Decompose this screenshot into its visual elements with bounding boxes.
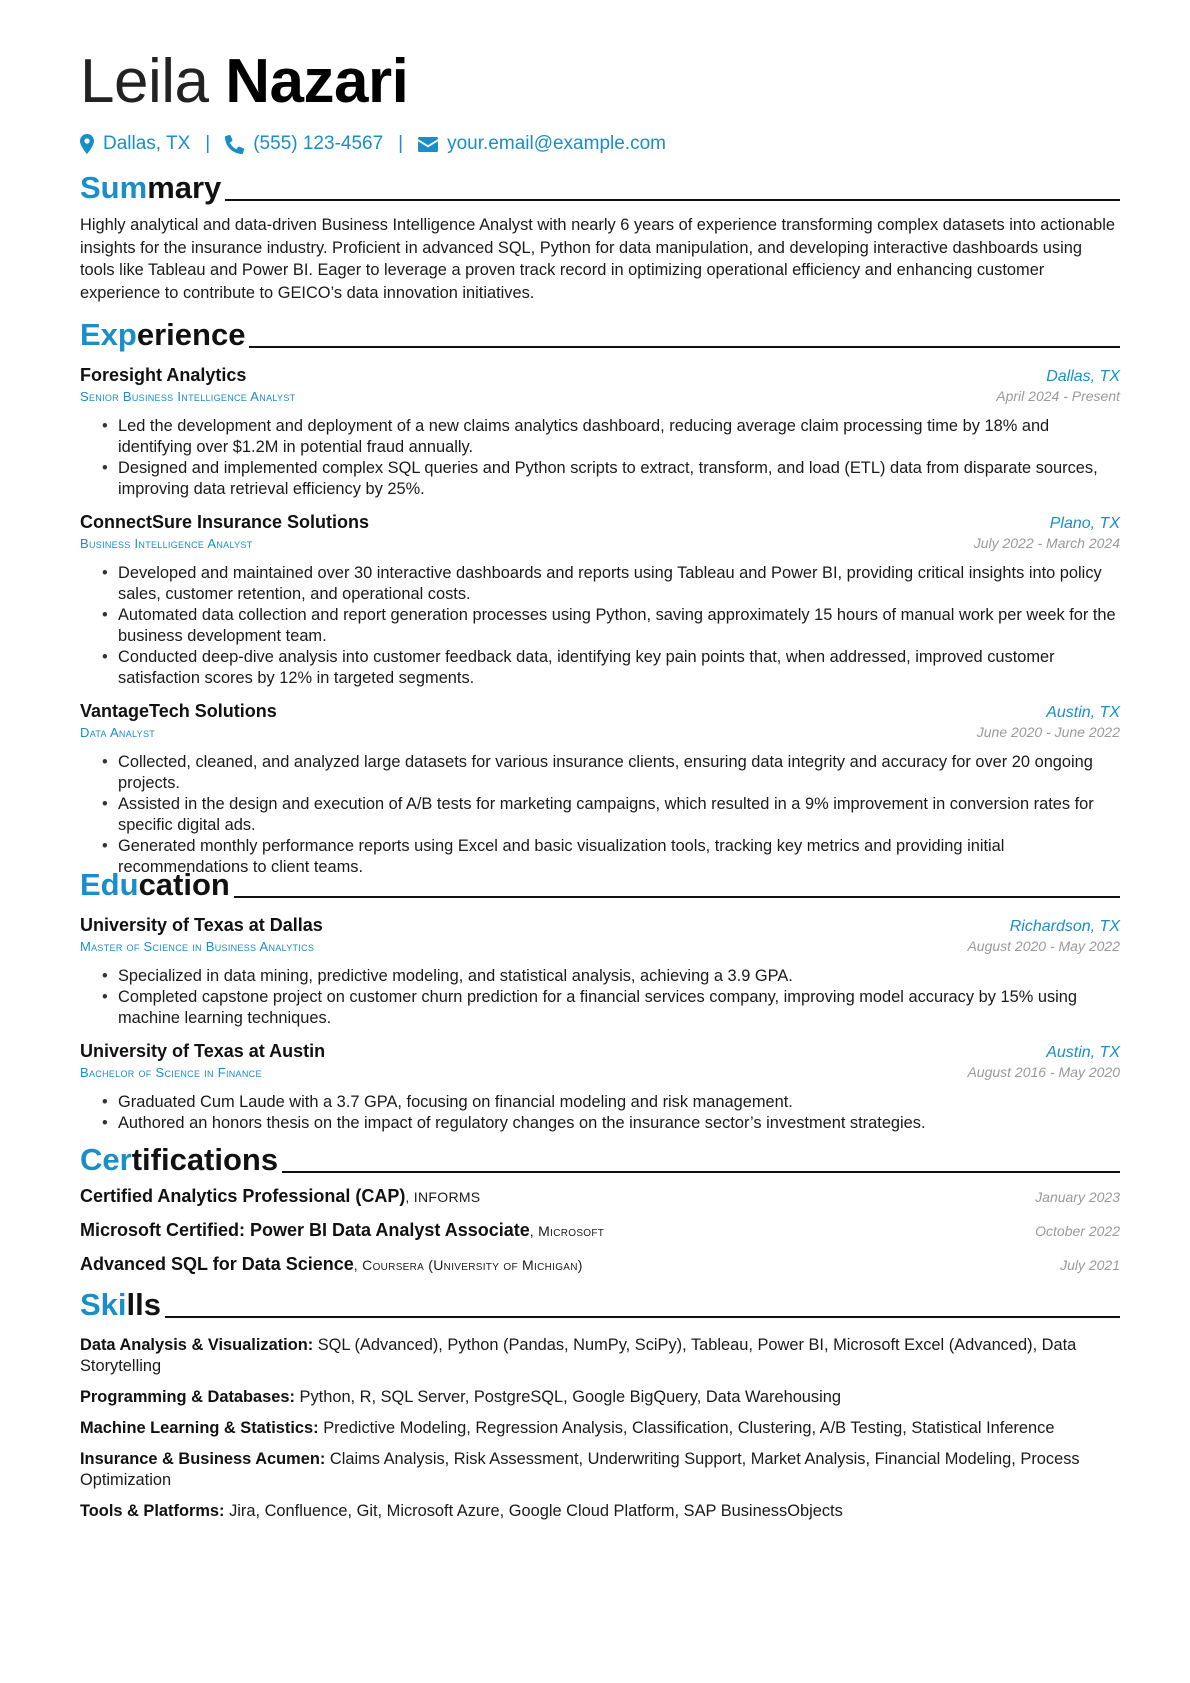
- experience-heading: [80, 317, 1120, 353]
- heading-accent: Ski: [80, 1287, 127, 1322]
- certification-item: Certified Analytics Professional (CAP), INFORMS January 2023: [80, 1186, 1120, 1206]
- experience-section: [80, 317, 1120, 878]
- bullet-item: • Designed and implemented complex SQL queries and Python scripts to extract, transform, and load (ETL) data from disparate sources, improving data retrieval efficiency by 25%.: [102, 458, 1120, 500]
- contact-email[interactable]: [418, 133, 666, 155]
- skill-value: Predictive Modeling, Regression Analysis, Classification, Clustering, A/B Testing, Statistical Inference: [323, 1419, 1055, 1437]
- org-location: Dallas, TX: [1046, 368, 1120, 385]
- skill-label: Machine Learning & Statistics:: [80, 1419, 319, 1437]
- experience-entry: [80, 365, 1120, 500]
- school-name: University of Texas at Austin: [80, 1041, 326, 1061]
- bullet-list: [102, 752, 1120, 878]
- heading-accent: Cer: [80, 1142, 132, 1177]
- heading-rule: [234, 896, 1120, 898]
- contact-line: [80, 133, 666, 155]
- location-text: Dallas, TX: [103, 133, 191, 154]
- bullet-item: • Completed capstone project on customer churn prediction for a financial services company, improving model accuracy by 15% using machine learning techniques.: [102, 987, 1120, 1029]
- degree-title: Bachelor of Science in Finance: [80, 1065, 262, 1080]
- role-title: Senior Business Intelligence Analyst: [80, 389, 296, 404]
- bullet-list: [102, 966, 1120, 1029]
- cert-date: July 2021: [1060, 1257, 1120, 1273]
- school-name: University of Texas at Dallas: [80, 915, 323, 935]
- phone-icon: [225, 135, 244, 154]
- heading-rule: [249, 346, 1120, 348]
- cert-name: Advanced SQL for Data Science: [80, 1254, 354, 1274]
- contact-separator: |: [398, 133, 404, 154]
- cert-date: January 2023: [1035, 1189, 1120, 1205]
- contact-phone[interactable]: [225, 133, 383, 155]
- education-entry: [80, 1041, 1120, 1134]
- first-name: Leila: [80, 47, 209, 116]
- school-location: Austin, TX: [1046, 1044, 1120, 1061]
- cert-issuer: Microsoft: [538, 1223, 605, 1239]
- education-entry: [80, 915, 1120, 1029]
- heading-rest: cation: [138, 867, 230, 902]
- heading-accent: Edu: [80, 867, 139, 902]
- skill-label: Programming & Databases:: [80, 1388, 295, 1406]
- skill-value: Python, R, SQL Server, PostgreSQL, Google BigQuery, Data Warehousing: [299, 1388, 841, 1406]
- skill-line: [80, 1387, 1120, 1408]
- skill-value: SQL (Advanced), Python (Pandas, NumPy, SciPy), Tableau, Power BI, Microsoft Excel (Advanced), Data Storytelling: [80, 1336, 1077, 1375]
- bullet-item: • Led the development and deployment of a new claims analytics dashboard, reducing average claim processing time by 18% and identifying over $1.2M in potential fraud annually.: [102, 416, 1120, 458]
- cert-name: Microsoft Certified: Power BI Data Analyst Associate: [80, 1220, 530, 1240]
- experience-entry: [80, 512, 1120, 689]
- bullet-item: • Collected, cleaned, and analyzed large datasets for various insurance clients, ensuring data integrity and accuracy for over 20 ongoing projects.: [102, 752, 1120, 794]
- heading-rest: mary: [147, 170, 222, 205]
- skill-line: [80, 1335, 1120, 1377]
- org-location: Austin, TX: [1046, 704, 1120, 721]
- date-range: April 2024 - Present: [996, 388, 1120, 404]
- bullet-list: [102, 563, 1120, 689]
- cert-issuer: Coursera (University of Michigan): [362, 1257, 583, 1273]
- date-range: August 2020 - May 2022: [967, 938, 1120, 954]
- certification-item: Microsoft Certified: Power BI Data Analyst Associate, Microsoft October 2022: [80, 1220, 1120, 1240]
- map-pin-icon: [80, 134, 94, 154]
- cert-date: October 2022: [1035, 1223, 1120, 1239]
- bullet-item: • Graduated Cum Laude with a 3.7 GPA, focusing on financial modeling and risk management.: [102, 1092, 1120, 1113]
- bullet-item: • Authored an honors thesis on the impact of regulatory changes on the insurance sector’s investment strategies.: [102, 1113, 1120, 1134]
- envelope-icon: [418, 137, 438, 152]
- org-name: ConnectSure Insurance Solutions: [80, 512, 370, 532]
- bullet-item: • Automated data collection and report generation processes using Python, saving approximately 15 hours of manual work per week for the business development team.: [102, 605, 1120, 647]
- degree-title: Master of Science in Business Analytics: [80, 939, 315, 954]
- certification-item: Advanced SQL for Data Science, Coursera (University of Michigan) July 2021: [80, 1254, 1120, 1274]
- role-title: Data Analyst: [80, 725, 156, 740]
- bullet-item: • Assisted in the design and execution of A/B tests for marketing campaigns, which resulted in a 9% improvement in conversion rates for specific digital ads.: [102, 794, 1120, 836]
- heading-rule: [282, 1171, 1120, 1173]
- summary-text: Highly analytical and data-driven Business Intelligence Analyst with nearly 6 years of experience transforming complex datasets into actionable insights for the insurance industry. Proficient in advanced SQL, Python for data manipulation, and developing interactive dashboards using tools like Tableau and Power BI. Eager to leverage a proven track record in optimizing operational efficiency and enhancing customer experience to contribute to GEICO’s data innovation initiatives.: [80, 216, 1115, 302]
- contact-separator: |: [205, 133, 211, 154]
- bullet-list: [102, 416, 1120, 500]
- heading-rule: [165, 1316, 1120, 1318]
- date-range: July 2022 - March 2024: [973, 535, 1120, 551]
- education-section: [80, 867, 1120, 1134]
- skills-section: [80, 1287, 1120, 1532]
- last-name: Nazari: [225, 47, 409, 116]
- resume-page: [80, 0, 1120, 1683]
- heading-rest: lls: [126, 1287, 161, 1322]
- phone-text[interactable]: (555) 123-4567: [253, 133, 384, 154]
- role-title: Business Intelligence Analyst: [80, 536, 253, 551]
- heading-accent: Exp: [80, 317, 137, 352]
- bullet-list: [102, 1092, 1120, 1134]
- candidate-name: [80, 44, 408, 120]
- date-range: August 2016 - May 2020: [967, 1064, 1120, 1080]
- certifications-section: [80, 1142, 1120, 1288]
- contact-location: [80, 133, 190, 155]
- bullet-item: • Generated monthly performance reports using Excel and basic visualization tools, tracking key metrics and providing initial recommendations to client teams.: [102, 836, 1120, 878]
- bullet-item: • Specialized in data mining, predictive modeling, and statistical analysis, achieving a 3.9 GPA.: [102, 966, 1120, 987]
- skill-label: Tools & Platforms:: [80, 1502, 225, 1520]
- skills-heading: [80, 1287, 1120, 1323]
- skill-label: Insurance & Business Acumen:: [80, 1450, 326, 1468]
- education-heading: [80, 867, 1120, 903]
- skill-line: [80, 1501, 1120, 1522]
- skill-line: [80, 1449, 1120, 1491]
- org-name: Foresight Analytics: [80, 365, 247, 385]
- cert-issuer: INFORMS: [413, 1189, 481, 1205]
- email-link[interactable]: your.email@example.com: [447, 133, 666, 154]
- skill-value: Claims Analysis, Risk Assessment, Underwriting Support, Market Analysis, Financial Modeling, Process Optimization: [80, 1450, 1080, 1489]
- org-name: VantageTech Solutions: [80, 701, 277, 721]
- skill-line: [80, 1418, 1120, 1439]
- certifications-heading: [80, 1142, 1120, 1178]
- skill-value: Jira, Confluence, Git, Microsoft Azure, Google Cloud Platform, SAP BusinessObjects: [229, 1502, 843, 1520]
- school-location: Richardson, TX: [1009, 918, 1120, 935]
- heading-rule: [225, 199, 1120, 201]
- heading-rest: erience: [136, 317, 246, 352]
- bullet-item: • Developed and maintained over 30 interactive dashboards and reports using Tableau and Power BI, providing critical insights into policy sales, customer retention, and operational costs.: [102, 563, 1120, 605]
- heading-accent: Sum: [80, 170, 148, 205]
- summary-section: [80, 170, 1120, 304]
- skill-label: Data Analysis & Visualization:: [80, 1336, 314, 1354]
- experience-entry: [80, 701, 1120, 878]
- date-range: June 2020 - June 2022: [976, 724, 1120, 740]
- bullet-item: • Conducted deep-dive analysis into customer feedback data, identifying key pain points that, when addressed, improved customer satisfaction scores by 12% in targeted segments.: [102, 647, 1120, 689]
- heading-rest: tifications: [131, 1142, 279, 1177]
- cert-name: Certified Analytics Professional (CAP): [80, 1186, 406, 1206]
- summary-heading: [80, 170, 1120, 206]
- org-location: Plano, TX: [1049, 515, 1120, 532]
